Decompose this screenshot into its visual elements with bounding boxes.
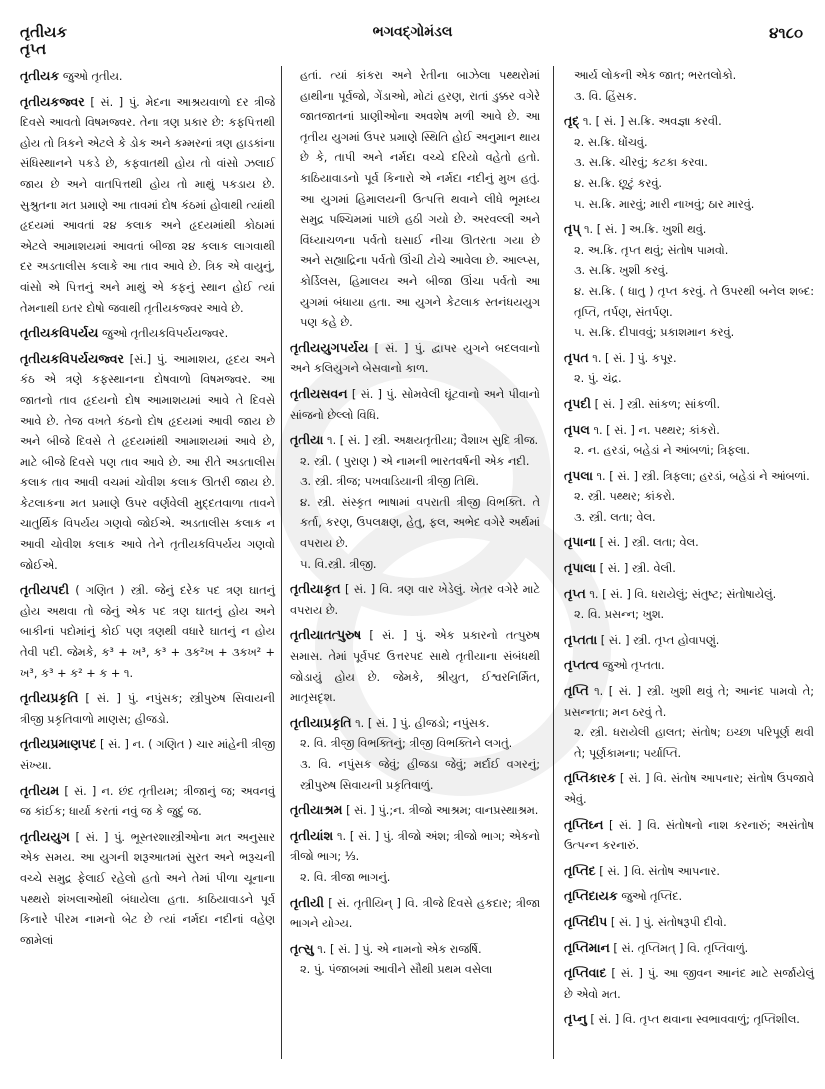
entry-definition xyxy=(290,625,540,708)
entry-subsense: ૩. વિ. હિંસક. xyxy=(574,89,637,103)
guide-word-bottom: તૃપ્ત xyxy=(20,40,47,58)
entry-text: [ સં. ] ન. છંદ તૃતીયમ; ત્રીજાનું જ; અવનવું જ કાંઈક; ધાર્યા કરતાં નવું જ કે જુદું જ. xyxy=(20,784,276,819)
dictionary-title: ભગવદ્ગોમંડલ xyxy=(372,24,453,40)
entry-text: ૧. [ સં. ] વિ. ધરાયેલું; સંતુષ્ટ; સંતોષાયેલું. xyxy=(589,587,777,601)
dictionary-entry xyxy=(564,420,814,462)
entry-definition xyxy=(290,338,540,380)
entry-headword: તૃપ્ xyxy=(564,221,581,237)
entry-text: [ સં. ] સ્ત્રી. સાંકળ; સાંકળી. xyxy=(594,397,721,411)
entry-definition xyxy=(290,713,540,735)
entry-definition xyxy=(564,768,814,810)
entry-headword: તૃદ્ xyxy=(564,113,580,129)
entry-headword: તૃતીયમ xyxy=(20,782,60,798)
dictionary-entry xyxy=(564,584,814,626)
column-divider xyxy=(553,66,554,1059)
entry-text: [ સં. ] સ્ત્રી. વેલી. xyxy=(599,562,676,576)
entry-headword: તૃપત xyxy=(564,349,589,365)
entry-definition xyxy=(290,826,540,868)
dictionary-entry xyxy=(290,939,540,981)
entry-subsense: ૩. સ.ક્રિ. ચીરવું; કટકા કરવા. xyxy=(574,156,708,170)
dictionary-entry xyxy=(564,886,814,908)
entry-definition xyxy=(20,323,275,345)
dictionary-entry xyxy=(564,466,814,529)
entry-text: [ સં. ] પું. એક પ્રકારનો તત્પુરુષ સમાસ. તેમાં પૂર્વપદ ઉત્તરપદ સાથે તૃતીયાના સંબંધથી જોડાયું હોય છે. જેમકે, શ્રીયુત, ઈશ્વરનિર્મિત, માતૃસદૃશ. xyxy=(290,629,540,705)
dictionary-entry xyxy=(564,66,814,107)
entry-definition xyxy=(290,893,540,935)
entry-definition xyxy=(564,886,814,908)
page-number: ૪૧૮૦ xyxy=(769,24,803,42)
dictionary-entry xyxy=(290,66,540,334)
entry-subsense: ૨. સ્ત્રી. ધરાયેલી હાલત; સંતોષ; ઇચ્છા પરિપૂર્ણ થવી તે; પૂર્ણકામના; પર્યાપ્તિ. xyxy=(574,726,814,760)
entry-headword: તૃપાના xyxy=(564,534,596,550)
entry-text: [ સં. તૃતીયિન્ ] વિ. ત્રીજે દિવસે હકદાર; ત્રીજા ભાગને યોગ્ય. xyxy=(290,896,540,931)
entry-definition xyxy=(290,430,540,452)
dictionary-entry xyxy=(290,579,540,621)
entry-definition xyxy=(20,580,275,684)
entry-headword: તૃતીયપ્રકૃતિ xyxy=(20,690,79,706)
entry-subsense: ૨. વિ. પ્રસન્ન; ખુશ. xyxy=(574,608,665,622)
page-header xyxy=(0,20,825,60)
entry-definition xyxy=(20,781,275,823)
entry-subsense: ૨. ન. હરડાં, બહેડાં ને આંબળાં; ત્રિફલા. xyxy=(574,444,750,458)
entry-text: [ સં. ] વિ. ત્રણ વાર ખેડેલું. ખેતર વગેરે માટે વપરાય છે. xyxy=(290,583,540,617)
dictionary-entry xyxy=(564,912,814,934)
dictionary-entry xyxy=(20,688,275,730)
entry-subsense: ૨. સ્ત્રી. ( પુરાણ ) એ નામની ભારતવર્ષની એક નદી. xyxy=(300,454,530,468)
entry-text: [સં.] પું. આમાશય, હૃદય અને કંઠ એ ત્રણે કફસ્થાનના દોષવાળો વિષમજ્વર. આ જાતનો તાવ હૃદયનો દોષ આમાશયમાં આવે તે દિવસે આવે છે. તેજ વખતે કંઠનો દોષ હૃદયમાં આવી જાય છે અને બીજે દિવસે તે હૃદયમાંથી આમાશયમાં આવે છે, માટે બીજે દિવસે પણ તાવ આવે છે. આ રીતે અડતાલીસ કલાક તાવ આવી વચમાં ચોવીશ કલાક ઊતરી જાય છે. કેટલાકના મત પ્રમાણે ઉપર વર્ણવેલી મુદ્દતવાળા તાવને ચાતુર્થિક વિપર્યય ગણવો જોઈએ. અડતાલીસ કલાક ન આવી ચોવીશ કલાક આવે તેને તૃતીયકવિપર્યય ગણવો જોઈએ. xyxy=(20,352,275,572)
dictionary-entry xyxy=(564,558,814,580)
dictionary-entry xyxy=(564,348,814,390)
dictionary-entry xyxy=(20,781,275,823)
entry-definition xyxy=(564,532,814,554)
dictionary-entry xyxy=(564,394,814,416)
entry-text: જુઓ તૃપ્તિદ. xyxy=(621,890,683,904)
column-1 xyxy=(20,66,275,1071)
column-2 xyxy=(290,66,540,1071)
entry-text: [ સં. ] વિ. સંતોષ આપનાર; સંતોષ ઉપજાવે એવું. xyxy=(564,772,814,806)
entry-text: [ સં. ] પું. મેદના આશ્રયવાળો દર ત્રીજે દિવસે આવતો વિષમજ્વર. તેના ત્રણ પ્રકાર છે: કફપિત્તથી હોય તો ત્રિકને એટલે કે ડોક અને કમ્મરનાં ત્રણ હાડકાંના સંધિસ્થાનને પકડે છે, કફવાતથી હોય તો વાંસો ઝલાઈ જાય છે અને વાતપિત્તથી હોય તો માથું પકડાય છે. સુશ્રુતના મત પ્રમાણે આ તાવમાં દોષ કંઠમાં હોવાથી ત્યાંથી હૃદયમાં આવતાં ૨૪ કલાક અને હૃદયમાંથી કોઠામાં એટલે આમાશયમાં આવતાં બીજા ૨૪ કલાક લાગવાથી દર અડતાલીસ કલાકે આ તાવ આવે છે. ત્રિક એ વાયુનું, વાંસો એ પિત્તનું અને માથું એ કફનું સ્થાન હોઈ ત્યાં તેમનાથી ઇતર દોષો જવાથી તૃતીયકજ્વર આવે છે. xyxy=(20,95,275,315)
entry-definition xyxy=(564,111,814,133)
entry-headword: તૃતીયાશ્રમ xyxy=(290,802,343,818)
entry-headword: તૃતીયા xyxy=(290,432,324,448)
entry-headword: તૃતીયાતત્પુરુષ xyxy=(290,627,362,643)
entry-headword: તૃતીયયુગ xyxy=(20,828,70,844)
entry-subsense: ૨. સ્ત્રી. પથ્થર; કાંકરો. xyxy=(574,490,676,504)
entry-subsense: ૪. સ.ક્રિ. ( ધાતુ ) તૃપ્ત કરવું. તે ઉપરથી બનેલ શબ્દ: તૃપ્તિ, તર્પણ, સંતર્પણ. xyxy=(574,284,814,319)
entry-subsense: ૨. અ.ક્રિ. તૃપ્ત થવું; સંતોષ પામવો. xyxy=(574,243,729,257)
entry-subsense: ૫. સ.ક્રિ. મારવું; મારી નાખવું; ઠાર મારવું. xyxy=(574,197,755,211)
entry-headword: તૃતીયાપ્રકૃતિ xyxy=(290,714,352,730)
entry-definition xyxy=(564,963,814,1005)
entry-headword: તૃપલ xyxy=(564,421,590,437)
dictionary-entry xyxy=(290,625,540,708)
entry-definition xyxy=(564,466,814,488)
entry-headword: તૃતીયાંશ xyxy=(290,827,334,843)
entry-text: [ સં. ] પું. દ્વાપર યુગને બદલવાનો અને કલિયુગને બેસવાનો કાળ. xyxy=(290,341,540,376)
entry-definition xyxy=(564,912,814,934)
entry-text: [ સં. ] પું. ભૂસ્તરશાસ્ત્રીઓના મત અનુસાર એક સમય. આ યુગની શરૂઆતમાં સુરત અને ભરૂચની વચ્ચે સમુદ્ર ફેલાઈ રહેલો હતો અને તેમાં પીળા ચૂનાના પથ્થરો શંખલાઓથી બંધાયેલા હતા. કાઠિયાવાડને પૂર્વ કિનારે પીરમ નામનો બેટ છે ત્યાં નર્મદા નદીનાં વહેણ જામેલાં xyxy=(20,830,276,947)
entry-text: [ સં. તૃપ્તિમત્ ] વિ. તૃપ્તિવાળું. xyxy=(613,941,749,955)
entry-headword: તૃપ્તતા xyxy=(564,631,598,647)
dictionary-entry xyxy=(20,734,275,776)
entry-text: ૧. [ સં. ] પું. કપૂર. xyxy=(592,351,677,365)
entry-text: ૧. [ સં. ] અ.ક્રિ. ખુશી થવું. xyxy=(584,223,707,237)
dictionary-entry xyxy=(564,861,814,883)
entry-text: આર્ય લોકની એક જાત; ભરતલોકો. xyxy=(574,69,737,82)
entry-headword: તૃપ્તિદાયક xyxy=(564,888,618,904)
entry-definition xyxy=(564,66,814,87)
entry-text: ૧. [ સં. ] સ્ત્રી. અક્ષયતૃતીયા; વૈશાખ સુદિ ત્રીજ. xyxy=(327,434,539,448)
entry-text: [ સં. ] સ્ત્રી. લતા; વેલ. xyxy=(599,536,699,550)
entry-definition xyxy=(564,681,814,723)
entry-subsense: ૫. વિ.સ્ત્રી. ત્રીજી. xyxy=(300,557,377,571)
entry-text: ૧. [ સં. ] સ્ત્રી. ત્રિફલા; હરડાં, બહેડાં ને આંબળાં. xyxy=(596,469,810,483)
dictionary-entry xyxy=(20,349,275,577)
entry-subsense: ૩. સ્ત્રી. લતા; વેલ. xyxy=(574,510,656,524)
entry-headword: તૃપાલા xyxy=(564,560,596,576)
dictionary-entry xyxy=(564,532,814,554)
dictionary-entry xyxy=(564,681,814,764)
entry-subsense: ૨. પું. પંજાબમાં આવીને સૌથી પ્રથમ વસેલા xyxy=(300,963,493,977)
entry-definition xyxy=(564,558,814,580)
dictionary-entry xyxy=(290,800,540,822)
dictionary-entry xyxy=(20,827,275,952)
entry-text: જુઓ તૃતીય. xyxy=(62,70,123,83)
entry-headword: તૃતીયકવિપર્યય xyxy=(20,325,99,341)
entry-text: ૧. [ સં. ] પું. એ નામનો એક રાજર્ષિ. xyxy=(317,942,482,956)
dictionary-entry xyxy=(564,219,814,344)
dictionary-entry xyxy=(290,384,540,426)
entry-text: ૧. [ સં. ] સ.ક્રિ. અવજ્ઞા કરવી. xyxy=(582,115,722,129)
dictionary-entry xyxy=(564,630,814,652)
entry-subsense: ૩. વિ. નપુંસક જેવું; હીજડા જેવું; મર્દાઈ વગરનું; સ્ત્રીપુરુષ સિવાયની પ્રકૃતિવાળું. xyxy=(300,758,540,792)
entry-subsense: ૪. સ.ક્રિ. છૂટું કરવું. xyxy=(574,176,662,190)
entry-headword: તૃપ્તિ xyxy=(564,683,589,699)
entry-headword: તૃપ્તિકારક xyxy=(564,770,616,786)
entry-text: જુઓ તૃપ્તતા. xyxy=(602,659,665,673)
entry-text: ૧. [ સં. ] ન. પથ્થર; કાંકરો. xyxy=(593,423,720,437)
column-3 xyxy=(564,66,814,1071)
entry-headword: તૃપ્તિઘ્ન xyxy=(564,816,604,832)
entry-subsense: ૩. સ.ક્રિ. ખુશી કરવું. xyxy=(574,264,669,278)
entry-text: [ સં. ] પું. આ જીવન આનંદ માટે સર્જાયેલું છે એવો મત. xyxy=(564,967,814,1001)
entry-definition xyxy=(20,734,275,776)
entry-text: [ સં. ] વિ. સંતોષનો નાશ કરનારું; અસંતોષ ઉત્પન્ન કરનારું. xyxy=(564,818,814,853)
entry-headword: તૃપ્નુ xyxy=(564,1011,587,1027)
entry-headword: તૃપલા xyxy=(564,467,593,483)
entry-subsense: ૫. સ.ક્રિ. દીપાવવું; પ્રકાશમાન કરવું. xyxy=(574,326,735,340)
entry-definition xyxy=(290,579,540,621)
entry-text: [ સં. ] ન. ( ગણિત ) ચાર માંહેની ત્રીજી સંખ્યા. xyxy=(20,738,276,772)
entry-subsense: ૨. વિ. ત્રીજા ભાગનું. xyxy=(300,870,391,884)
entry-headword: તૃતીયકજ્વર xyxy=(20,93,85,109)
entry-headword: તૃત્સુ xyxy=(290,940,314,956)
entry-headword: તૃપ્તિદ xyxy=(564,862,596,878)
entry-definition xyxy=(290,800,540,822)
column-divider xyxy=(281,66,282,1059)
entry-definition xyxy=(20,827,275,952)
entry-definition xyxy=(564,348,814,370)
entry-subsense: ૪. સ્ત્રી. સંસ્કૃત ભાષામાં વપરાતી ત્રીજી વિભક્તિ. તે કર્તા, કરણ, ઉપલક્ષણ, હેતુ, ફલ, અભેદ વગેરે અર્થમાં વપરાય છે. xyxy=(300,495,540,551)
entry-text: હતાં. ત્યાં કાંકરા અને રેતીના બાઝેલા પથ્થરોમાં હાથીના પૂર્વજો, ગેંડાઓ, મોટાં હરણ, રાતાં ડુક્કર વગેરે જાતજાતનાં પ્રાણીઓના અવશેષ મળી આવે છે. આ તૃતીય યુગમાં ઉપર પ્રમાણે સ્થિતિ હોઈ અનુમાન થાય છે કે, તાપી અને નર્મદા વચ્ચે દરિયો વહેતો હતો. કાઠિયાવાડનો પૂર્વ કિનારો એ નર્મદા નદીનું મુખ હતું. આ યુગમાં હિમાલયની ઉત્પત્તિ થવાને લીધે ભૂમધ્ય સમુદ્ર પશ્ચિમમાં પાછો હઠી ગયો છે. અરવલ્લી અને વિંધ્યાચળના પર્વતો ઘસાઈ નીચા ઊતરતા ગયા છે અને સહ્યાદ્રિના પર્વતો ઊંચી ટોચે આવેલા છે. આલ્પ્સ, કોર્ડિલસ, હિમાલય અને બીજા ઊંચા પર્વતો આ યુગમાં બંધાયા હતા. આ યુગને કેટલાક સ્તનંધયયુગ પણ કહે છે. xyxy=(300,69,540,330)
entry-headword: તૃતીયકવિપર્યયજ્વર xyxy=(20,350,124,366)
dictionary-entry xyxy=(564,655,814,677)
entry-definition xyxy=(20,688,275,730)
entry-text: ૧. [ સં. ] પું. ત્રીજો અંશ; ત્રીજો ભાગ; એકનો ત્રીજો ભાગ; ⅓. xyxy=(290,829,541,864)
entry-text: જુઓ તૃતીયકવિપર્યયજ્વર. xyxy=(102,327,229,341)
entry-definition xyxy=(564,655,814,677)
dictionary-entry xyxy=(20,323,275,345)
dictionary-entry xyxy=(20,66,275,88)
dictionary-entry xyxy=(20,92,275,320)
entry-text: [ સં. ] વિ. તૃપ્ત થવાના સ્વભાવવાળું; તૃપ્તિશીલ. xyxy=(590,1013,800,1027)
entry-text: [ સં. ] પું. નપુંસક; સ્ત્રીપુરુષ સિવાયની ત્રીજી પ્રકૃતિવાળો માણસ; હીજડો. xyxy=(20,692,276,726)
entry-text: [ સં. ] વિ. સંતોષ આપનાર. xyxy=(599,864,720,878)
entry-definition xyxy=(564,420,814,442)
entry-headword: તૃતીયક xyxy=(20,68,60,83)
entry-headword: તૃપદી xyxy=(564,395,591,411)
entry-subsense: ૨. વિ. ત્રીજી વિભક્તિનું; ત્રીજી વિભક્તિને લગતું. xyxy=(300,737,513,751)
entry-definition xyxy=(564,394,814,416)
entry-subsense: ૩. સ્ત્રી. ત્રીજ; પખવાડિયાની ત્રીજી તિથિ. xyxy=(300,475,479,489)
dictionary-entry xyxy=(290,826,540,889)
entry-subsense: ૨. સ.ક્રિ. ધોંચવું. xyxy=(574,135,648,149)
dictionary-entry xyxy=(564,938,814,960)
dictionary-entry xyxy=(564,815,814,857)
entry-text: [ સં. ] સ્ત્રી. તૃપ્ત હોવાપણું. xyxy=(600,633,720,647)
entry-definition xyxy=(564,630,814,652)
entry-text: ( ગણિત ) સ્ત્રી. જેનું દરેક પદ ત્રણ ઘાતનું હોય અથવા તો જેનું એક પદ ત્રણ ઘાતનું હોય અને બાકીનાં પદોમાંનું કોઈ પણ ત્રણથી વધારે ઘાતનું ન હોય તેવી પદી. જેમકે, ક³ + ખ³, ક³ + ૩ક²ખ + ૩કખ² + ખ³, ક³ + ક² + ક + ૧. xyxy=(20,584,276,680)
dictionary-entry xyxy=(290,430,540,575)
entry-definition xyxy=(20,92,275,320)
dictionary-entry xyxy=(290,893,540,935)
entry-headword: તૃતીયપ્રમાણપદ xyxy=(20,736,97,752)
entry-definition xyxy=(564,584,814,606)
entry-subsense: ૨. પું. ચંદ્ર. xyxy=(574,372,622,386)
entry-headword: તૃપ્તિમાન xyxy=(564,939,610,955)
entry-definition xyxy=(20,66,275,88)
dictionary-entry xyxy=(290,338,540,380)
entry-definition xyxy=(564,815,814,857)
dictionary-entry xyxy=(564,1009,814,1031)
entry-definition xyxy=(20,349,275,577)
entry-headword: તૃતીયાકૃત xyxy=(290,581,341,597)
entry-text: [ સં. ] પું.;ન. ત્રીજો આશ્રમ; વાનપ્રસ્થાશ્રમ. xyxy=(346,804,539,818)
dictionary-entry xyxy=(564,963,814,1005)
entry-definition xyxy=(564,938,814,960)
entry-headword: તૃતીયયુગપર્યય xyxy=(290,339,369,355)
entry-headword: તૃપ્તિવાદ xyxy=(564,965,607,981)
dictionary-entry xyxy=(20,580,275,684)
entry-headword: તૃતીયસવન xyxy=(290,385,348,401)
entry-text: ૧. [ સં. ] સ્ત્રી. ખુશી થવું તે; આનંદ પામવો તે; પ્રસન્નતા; મન ઠરવું તે. xyxy=(564,685,815,719)
entry-definition xyxy=(564,219,814,241)
guide-word-top: તૃતીયક xyxy=(20,23,68,41)
entry-definition xyxy=(564,1009,814,1031)
entry-headword: તૃપ્તત્વ xyxy=(564,657,599,673)
entry-definition xyxy=(290,939,540,961)
entry-headword: તૃપ્ત xyxy=(564,585,586,601)
dictionary-entry xyxy=(564,768,814,810)
entry-definition xyxy=(564,861,814,883)
dictionary-entry xyxy=(290,713,540,796)
entry-definition xyxy=(290,384,540,426)
entry-text: [ સં. ] પું. સંતોષરૂપી દીવો. xyxy=(610,915,727,929)
entry-definition xyxy=(290,66,540,334)
entry-text: [ સં. ] પું. સોમવેલી ઘૂંટવાનો અને પીવાનો સાંજનો છેલ્લો વિધિ. xyxy=(290,387,540,422)
entry-text: ૧. [ સં. ] પું. હીજડો; નપુંસક. xyxy=(355,716,490,730)
entry-headword: તૃપ્તિદીપ xyxy=(564,913,608,929)
entry-headword: તૃતીયી xyxy=(290,894,324,910)
entry-headword: તૃતીયપદી xyxy=(20,582,70,598)
dictionary-entry xyxy=(564,111,814,215)
